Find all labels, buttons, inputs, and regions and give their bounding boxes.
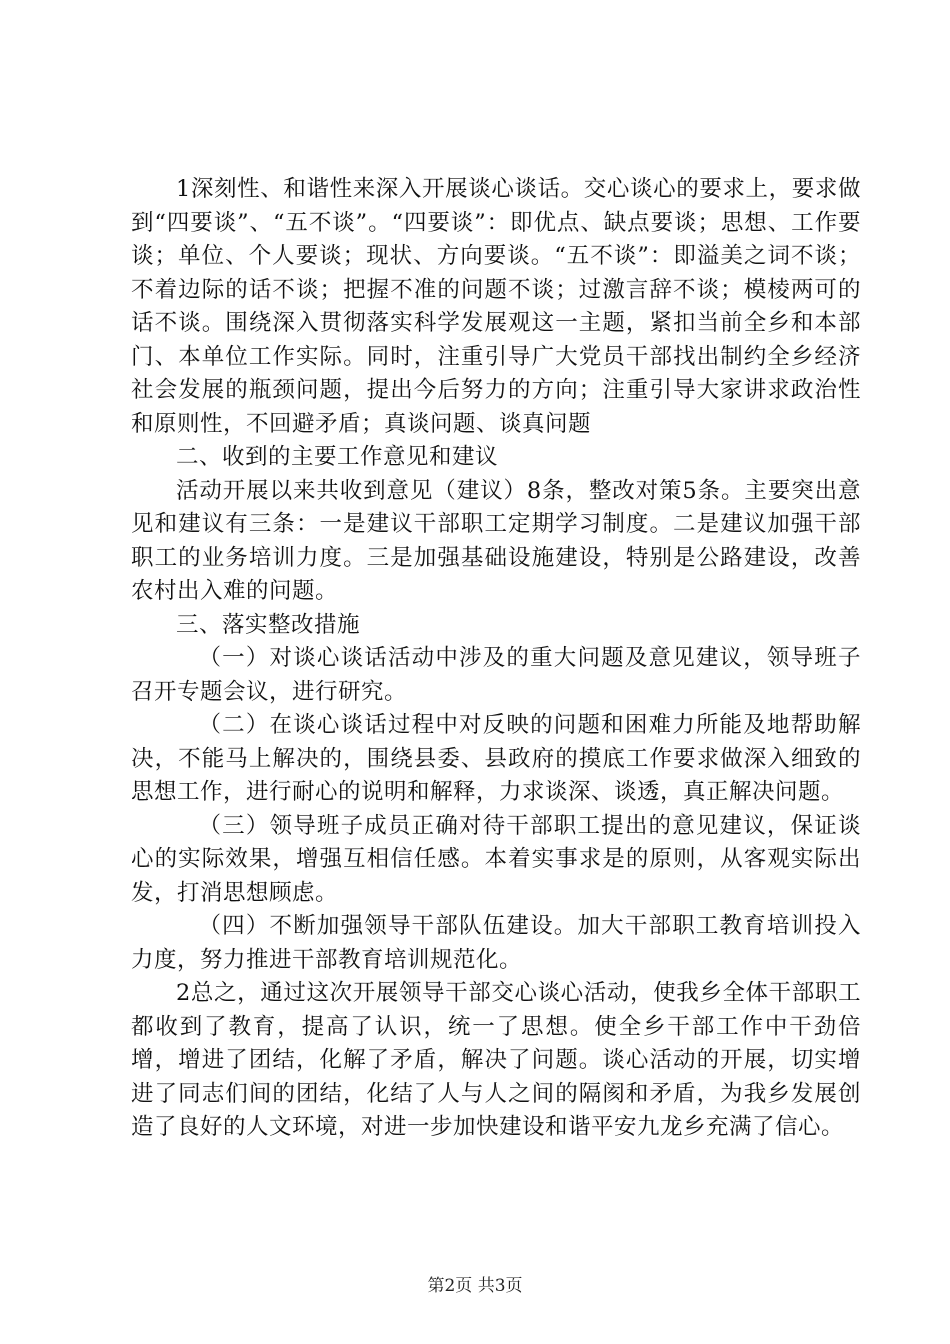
paragraph-talk-requirements: 1深刻性、和谐性来深入开展谈心谈话。交心谈心的要求上，要求做到“四要谈”、“五不谈”。“四要谈”：即优点、缺点要谈；思想、工作要谈；单位、个人要谈；现状、方向要谈。“五不谈”：即溢美之词不谈；不着边际的话不谈；把握不准的问题不谈；过激言辞不谈；模棱两可的话不谈。围绕深入贯彻落实科学发展观这一主题，紧扣当前全乡和本部门、本单位工作实际。同时，注重引导广大党员干部找出制约全乡经济社会发展的瓶颈问题，提出今后努力的方向；注重引导大家讲求政治性和原则性，不回避矛盾；真谈问题、谈真问题 <box>131 176 861 437</box>
page-number-footer: 第2页 共3页 <box>427 1276 523 1296</box>
paragraph-conclusion: 2总之，通过这次开展领导干部交心谈心活动，使我乡全体干部职工都收到了教育，提高了认识，统一了思想。使全乡干部工作中干劲倍增，增进了团结，化解了矛盾，解决了问题。谈心活动的开展，切实增进了同志们间的团结，化结了人与人之间的隔阂和矛盾，为我乡发展创造了良好的人文环境，对进一步加快建设和谐平安九龙乡充满了信心。 <box>131 980 861 1140</box>
section-heading-opinions: 二、收到的主要工作意见和建议 <box>176 444 499 470</box>
measure-item-4: （四）不断加强领导干部队伍建设。加大干部职工教育培训投入力度，努力推进干部教育培训规范化。 <box>131 913 861 973</box>
measure-item-2: （二）在谈心谈话过程中对反映的问题和困难力所能及地帮助解决，不能马上解决的，围绕县委、县政府的摸底工作要求做深入细致的思想工作，进行耐心的说明和解释，力求谈深、谈透，真正解决问题。 <box>131 712 861 805</box>
measure-item-3: （三）领导班子成员正确对待干部职工提出的意见建议，保证谈心的实际效果，增强互相信任感。本着实事求是的原则，从客观实际出发，打消思想顾虑。 <box>131 812 861 906</box>
section-heading-measures: 三、落实整改措施 <box>176 611 361 638</box>
paragraph-opinions-received: 活动开展以来共收到意见（建议）8条，整改对策5条。主要突出意见和建议有三条：一是建议干部职工定期学习制度。二是建议加强干部职工的业务培训力度。三是加强基础设施建设，特别是公路建设，改善农村出入难的问题。 <box>131 477 861 604</box>
document-body <box>131 173 861 1145</box>
measure-item-1: （一）对谈心谈话活动中涉及的重大问题及意见建议，领导班子召开专题会议，进行研究。 <box>131 645 861 705</box>
